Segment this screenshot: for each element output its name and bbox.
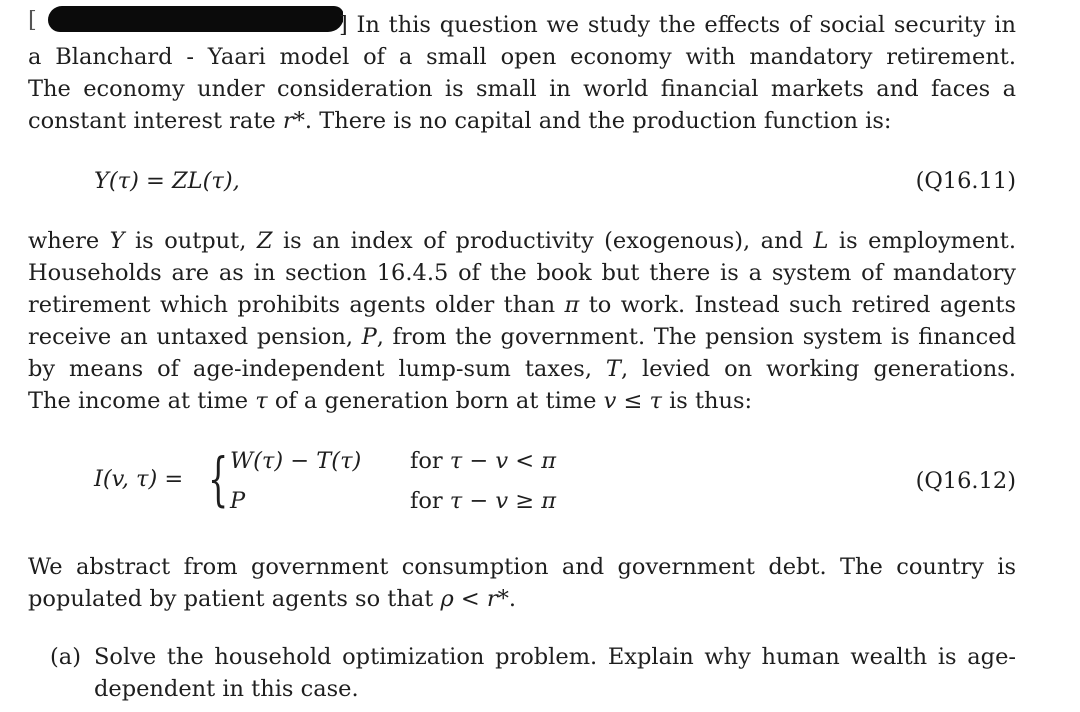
condition-word: for xyxy=(410,488,450,514)
para2-line-2: Households are as in section 16.4.5 of the book but there is a system of mandatory xyxy=(28,260,1016,286)
intro-line-2: a Blanchard - Yaari model of a small open economy with mandatory retirement. xyxy=(28,44,1016,70)
para-text: populated by patient agents so that xyxy=(28,586,441,612)
question-a xyxy=(50,641,1016,705)
equation-q16-11 xyxy=(28,168,1016,200)
bracket-open: [ xyxy=(28,7,37,33)
patience-condition: ρ < r* xyxy=(440,586,509,612)
intro-text: . There is no capital and the production function is: xyxy=(304,108,892,134)
condition-word: for xyxy=(410,448,450,474)
para-text: to work. Instead such retired agents xyxy=(579,292,1016,318)
para-text: . xyxy=(508,586,516,612)
equation-number: (Q16.11) xyxy=(915,168,1016,194)
symbol-time: τ xyxy=(255,388,268,414)
symbol-retirement-age: π xyxy=(564,292,580,318)
households-paragraph xyxy=(28,225,1016,417)
condition-math: τ − v < π xyxy=(449,448,557,474)
equation-q16-12 xyxy=(28,444,1016,524)
para3-line-2 xyxy=(28,583,1016,615)
para-text: is an index of productivity (exogenous), and xyxy=(272,228,814,254)
intro-text: constant interest rate xyxy=(28,108,283,134)
intro-line-4 xyxy=(28,105,1016,137)
symbol-taxes: T xyxy=(605,356,621,382)
para-text: is employment. xyxy=(828,228,1016,254)
para-text: by means of age-independent lump-sum taxes, xyxy=(28,356,606,382)
para2-line-3 xyxy=(28,289,1016,321)
symbol-employment: L xyxy=(813,228,829,254)
symbol-productivity: Z xyxy=(256,228,273,254)
para-text: retirement which prohibits agents older than xyxy=(28,292,565,318)
equation-number: (Q16.12) xyxy=(915,468,1016,494)
interest-rate-symbol: r* xyxy=(282,108,305,134)
abstraction-paragraph xyxy=(28,551,1016,615)
case-1-condition xyxy=(410,448,556,474)
para-text: , levied on working generations. xyxy=(620,356,1016,382)
production-function: Y(τ) = ZL(τ), xyxy=(94,168,240,194)
case-1-expression: W(τ) − T(τ) xyxy=(230,448,362,474)
birth-time-condition: v ≤ τ xyxy=(603,388,662,414)
income-function: I(v, τ) = xyxy=(94,466,184,492)
para2-line-4 xyxy=(28,321,1016,353)
symbol-output: Y xyxy=(109,228,125,254)
left-brace: { xyxy=(208,445,229,513)
case-2-condition xyxy=(410,488,556,514)
question-text xyxy=(94,641,1016,705)
question-line-2: dependent in this case. xyxy=(94,676,359,702)
para-text: is output, xyxy=(124,228,257,254)
para-text: The income at time xyxy=(28,388,256,414)
intro-line-3: The economy under consideration is small in world financial markets and faces a xyxy=(28,76,1016,102)
para2-line-1 xyxy=(28,225,1016,257)
intro-line-1: ] In this question we study the effects of social security in xyxy=(339,12,1016,38)
para-text: receive an untaxed pension, xyxy=(28,324,362,350)
condition-math: τ − v ≥ π xyxy=(449,488,557,514)
question-line-1: Solve the household optimization problem. Explain why human wealth is age- xyxy=(94,644,1016,670)
intro-paragraph xyxy=(28,9,1016,137)
case-2-expression: P xyxy=(230,488,246,514)
para3-line-1: We abstract from government consumption and government debt. The country is xyxy=(28,554,1016,580)
para-text: is thus: xyxy=(661,388,753,414)
para-text: , from the government. The pension system is financed xyxy=(376,324,1016,350)
para2-line-5 xyxy=(28,353,1016,385)
para2-line-6 xyxy=(28,385,1016,417)
para-text: where xyxy=(28,228,110,254)
question-label: (a) xyxy=(50,644,81,670)
symbol-pension: P xyxy=(361,324,377,350)
para-text: of a generation born at time xyxy=(267,388,604,414)
